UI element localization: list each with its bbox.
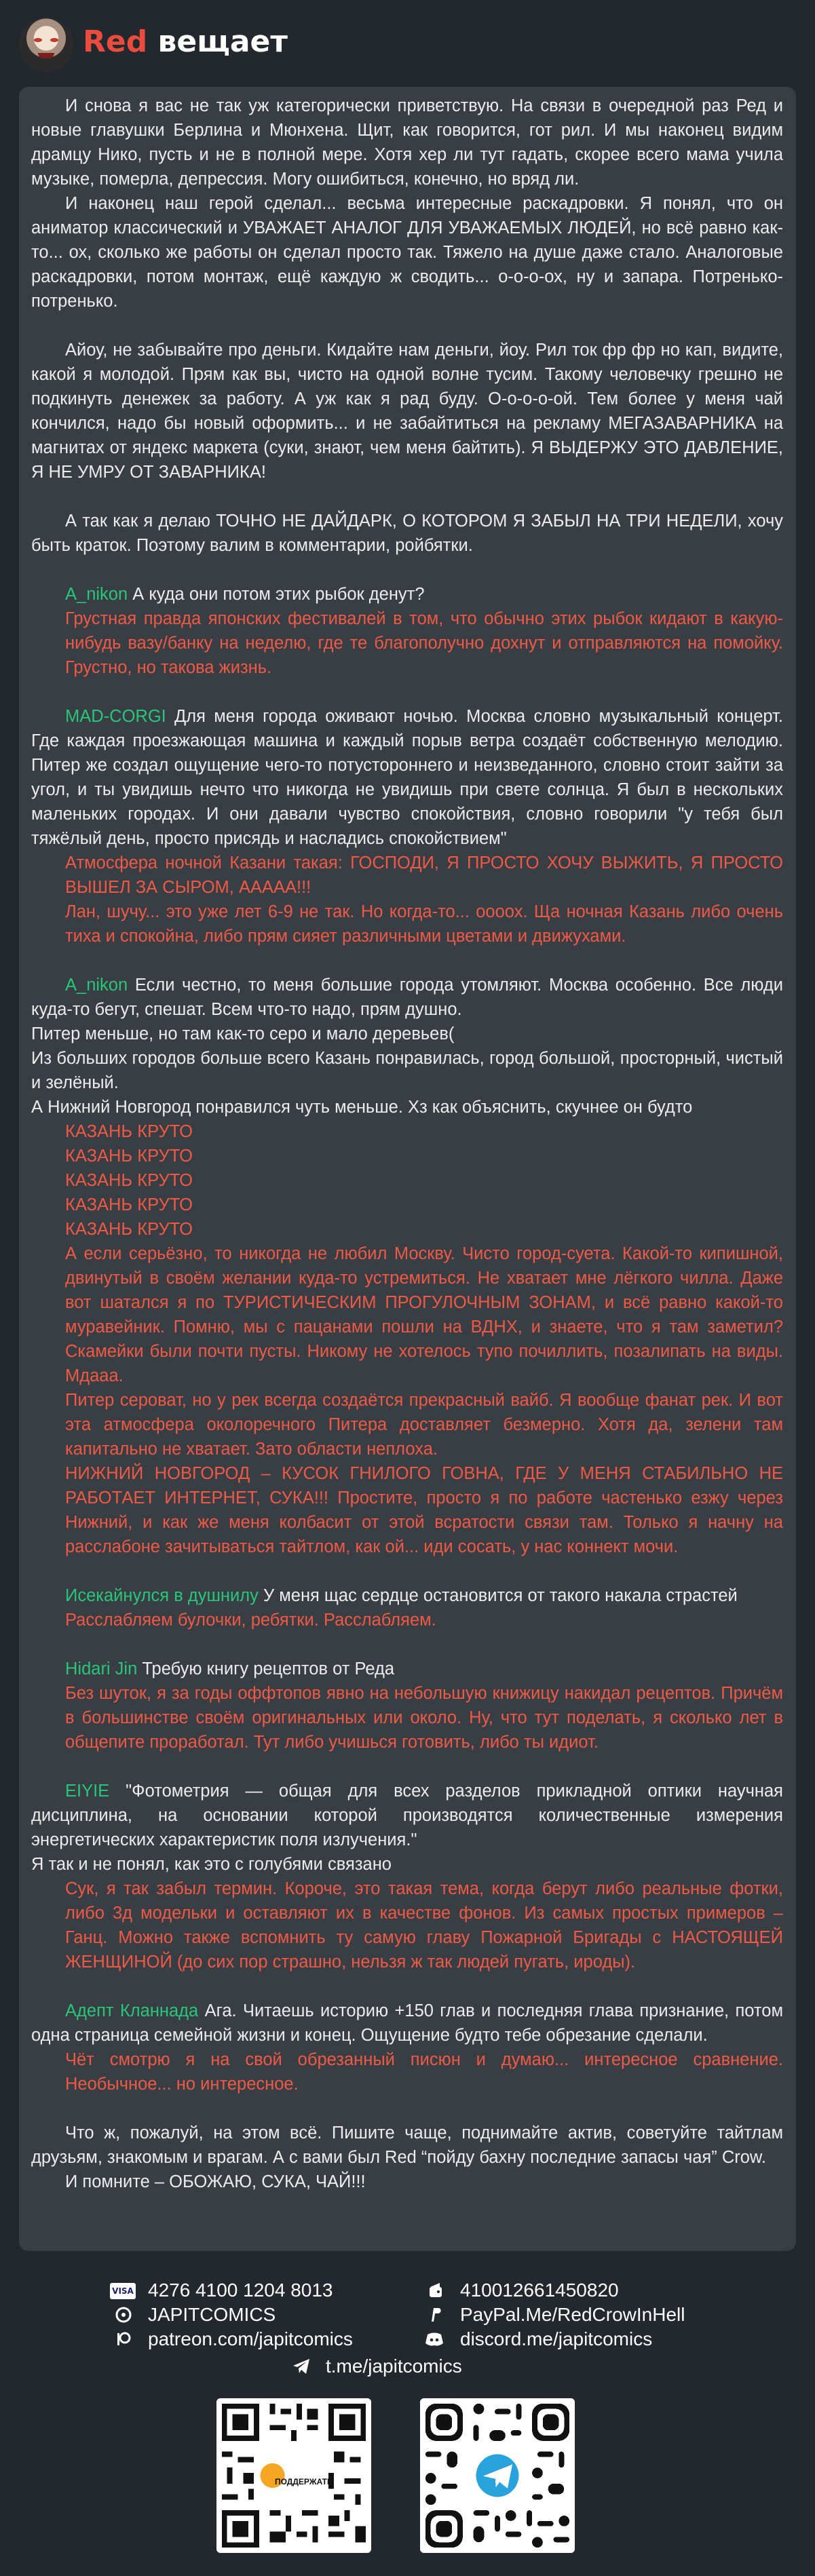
closing-text: И помните – ОБОЖАЮ, СУКА, ЧАЙ!!! bbox=[65, 2172, 366, 2191]
comment-nick[interactable]: EIYIE bbox=[65, 1782, 110, 1801]
paypal-link[interactable]: PayPal.Me/RedCrowInHell bbox=[460, 2304, 685, 2325]
avatar[interactable] bbox=[19, 18, 73, 72]
comment-nick[interactable]: A_nikon bbox=[65, 585, 128, 604]
title-accent: Red bbox=[83, 24, 148, 59]
comment-text: Ага. Читаешь историю +150 глав и последняя глава признание, потом одна страница семейной жизни и конец. Ощущение будто тебе обрезание сделали. bbox=[31, 2001, 783, 2045]
donate-qr-code[interactable] bbox=[216, 2398, 371, 2553]
japit-text[interactable]: JAPITCOMICS bbox=[148, 2304, 276, 2325]
footer bbox=[0, 2266, 815, 2576]
reply-text: КАЗАНЬ КРУТО bbox=[65, 1220, 193, 1239]
patreon-icon bbox=[114, 2330, 133, 2349]
wallet-icon bbox=[426, 2281, 445, 2300]
comment-extra: Я так и не понял, как это с голубями связано bbox=[31, 1855, 392, 1874]
reply-text: НИЖНИЙ НОВГОРОД – КУСОК ГНИЛОГО ГОВНА, ГДЕ У МЕНЯ СТАБИЛЬНО НЕ РАБОТАЕТ ИНТЕРНЕТ, СУКА!!! Простите, просто я по работе частенько езжу через Нижний, и как же меня колбасит от этой всратости связи там. Только я начну на расслабоне зачитываться тайтлом, как ой... иди сосать, у нас коннект мочи. bbox=[65, 1464, 783, 1556]
reply-text: Атмосфера ночной Казани такая: ГОСПОДИ, Я ПРОСТО ХОЧУ ВЫЖИТЬ, Я ПРОСТО ВЫШЕЛ ЗА СЫРОМ, ААААА!!! bbox=[65, 853, 783, 897]
telegram-icon bbox=[292, 2357, 311, 2376]
post-paragraph: И наконец наш герой сделал... весьма интересные раскадровки. Я понял, что он аниматор классический и УВАЖАЕТ АНАЛОГ ДЛЯ УВАЖАЕМЫХ ЛЮДЕЙ, но всё равно как-то... ох, сколько же работы он сделал просто так. Тяжело на душе даже стало. Аналоговые раскадровки, потом монтаж, ещё каждую ж сводить... о-о-о-ох, ну и запара. Потренько-потренько. bbox=[31, 194, 783, 311]
comment bbox=[31, 1779, 783, 1852]
avatar-mouth-icon bbox=[38, 53, 54, 58]
japit-logo-icon bbox=[114, 2305, 133, 2324]
reply-text: Питер сероват, но у рек всегда создаётся прекрасный вайб. Я вообще фанат рек. И вот эта атмосфера околоречного Питера доставляет безмерно. Хотя да, зелени там капитально не хватает. Зато области неплоха. bbox=[65, 1391, 783, 1459]
patreon-link[interactable]: patreon.com/japitcomics bbox=[148, 2328, 353, 2349]
comment-extra: Питер меньше, но там как-то серо и мало деревьев( bbox=[31, 1024, 455, 1043]
post-content bbox=[31, 94, 783, 2194]
comment-text: Если честно, то меня большие города утомляют. Москва особенно. Все люди куда-то бегут, спешат. Всем что-то надо, прям душно. bbox=[31, 976, 783, 1019]
comment-text: У меня щас сердце остановится от такого накала страстей bbox=[258, 1586, 738, 1605]
comment-text: Для меня города оживают ночью. Москва словно музыкальный концерт. Где каждая проезжающая машина и каждый порыв ветра создаёт собственную мелодию. Питер же создал ощущение чего-то потустороннего и неизведанного, словно стоит зайти за угол, и ты увидишь нечто что никогда не увидишь при свете солнца. Я был в нескольких маленьких городах. И они давали чувство спокойствия, словно говорили "у тебя был тяжёлый день, просто присядь и насладись спокойствием" bbox=[31, 707, 783, 848]
wallet-number[interactable]: 410012661450820 bbox=[460, 2280, 619, 2301]
comment bbox=[31, 1657, 783, 1681]
post-paragraph: И снова я вас не так уж категорически приветствую. На связи в очередной раз Ред и новые главушки Берлина и Мюнхена. Щит, как говорится, гот рил. И мы наконец видим драмцу Нико, пусть и не в полной мере. Хотя хер ли тут гадать, скорее всего мама учила музыке, померла, депрессия. Могу ошибиться, конечно, но вряд ли. bbox=[31, 96, 783, 189]
header bbox=[0, 0, 815, 87]
reply-text: Расслабляем булочки, ребятки. Расслабляем. bbox=[65, 1611, 436, 1630]
avatar-eye-icon bbox=[34, 38, 42, 42]
comment bbox=[31, 1583, 783, 1608]
reply-text: Грустная правда японских фестивалей в том, что обычно этих рыбок кидают в какую-нибудь вазу/банку на неделю, где те благополучно дохнут и отправляются на помойку. Грустно, но такова жизнь. bbox=[65, 609, 783, 677]
paypal-icon bbox=[426, 2305, 445, 2324]
comment-extra: Из больших городов больше всего Казань понравилась, город большой, просторный, чистый и зелёный. bbox=[31, 1049, 783, 1092]
comment bbox=[31, 1999, 783, 2048]
comment-text: Требую книгу рецептов от Реда bbox=[137, 1659, 395, 1678]
reply-text: Без шуток, я за годы оффтопов явно на небольшую книжицу накидал рецептов. Причём в большинстве своём оригинальных или около. Ну, что тут поделать, я сколько лет в общепите проработал. Тут либо учишься готовить, либо ты идиот. bbox=[65, 1684, 783, 1752]
comment bbox=[31, 582, 783, 607]
comment-text: "Фотометрия — общая для всех разделов прикладной оптики научная дисциплина, на основании которой производятся количественные измерения энергетических характеристик поля излучения." bbox=[31, 1782, 783, 1849]
comment-extra: А Нижний Новгород понравился чуть меньше. Хз как объяснить, скучнее он будто bbox=[31, 1098, 693, 1117]
card-number[interactable]: 4276 4100 1204 8013 bbox=[148, 2280, 333, 2301]
reply-text: КАЗАНЬ КРУТО bbox=[65, 1195, 193, 1214]
reply-text: КАЗАНЬ КРУТО bbox=[65, 1122, 193, 1141]
comment-nick[interactable]: A_nikon bbox=[65, 976, 128, 995]
comment-nick[interactable]: Исекайнулся в душнилу bbox=[65, 1586, 259, 1605]
reply-text: Лан, шучу... это уже лет 6-9 не так. Но когда-то... оооох. Ща ночная Казань либо очень тиха и спокойна, либо прям сияет различными цветами и движухами. bbox=[65, 902, 783, 946]
telegram-link[interactable]: t.me/japitcomics bbox=[326, 2356, 462, 2377]
avatar-eye-icon bbox=[50, 38, 58, 42]
comment bbox=[31, 973, 783, 1022]
reply-text: Сук, я так забыл термин. Короче, это такая тема, когда берут либо реальные фотки, либо 3д модельки и оставляют их в качестве фонов. Из самых простых примеров – Ганц. Можно также вспомнить ту самую главу Пожарной Бригады с НАСТОЯЩЕЙ ЖЕНЩИНОЙ (до сих пор страшно, нельзя ж так людей пугать, ироды). bbox=[65, 1879, 783, 1972]
discord-icon bbox=[425, 2330, 444, 2349]
closing-text: Что ж, пожалуй, на этом всё. Пишите чаще, поднимайте актив, советуйте тайтлам друзьям, знакомым и врагам. А с вами был Red “пойду бахну последние запасы чая” Crow. bbox=[31, 2123, 783, 2167]
reply-text: КАЗАНЬ КРУТО bbox=[65, 1147, 193, 1166]
post-paragraph: Айоу, не забывайте про деньги. Кидайте нам деньги, йоу. Рил ток фр фр но кап, видите, какой я молодой. Прям как вы, чисто на одной волне тусим. Такому человечку грешно не подкинуть денежек за работу. А уж как я рад буду. О-о-о-о-ой. Тем более у меня чай кончился, надо бы новый оформить... и не забайтиться на рекламу МЕГАЗАВАРНИКА на магнитах от яндекс маркета (суки, знают, чем меня байтить). Я ВЫДЕРЖУ ЭТО ДАВЛЕНИЕ, Я НЕ УМРУ ОТ ЗАВАРНИКА! bbox=[31, 341, 783, 482]
reply-text: А если серьёзно, то никогда не любил Москву. Чисто город-суета. Какой-то кипишной, двинутый в своём желании куда-то устремиться. Не хватает мне лёгкого чилла. Даже вот шатался я по ТУРИСТИЧЕСКИМ ПРОГУЛОЧНЫМ ЗОНАМ, и всё равно какой-то муравейник. Помню, мы с пацанами пошли на ВДНХ, и знаете, что я там заметил? Скамейки были почти пусты. Никому не хотелось тупо почиллить, позалипать на виды. Мдааа. bbox=[65, 1244, 783, 1385]
comment bbox=[31, 704, 783, 851]
qr-badge: ПОДДЕРЖАТЬ bbox=[275, 2477, 333, 2486]
reply-text: КАЗАНЬ КРУТО bbox=[65, 1171, 193, 1190]
reply-text: Чёт смотрю я на свой обрезанный писюн и думаю... интересное сравнение. Необычное... но интересное. bbox=[65, 2050, 783, 2094]
comment-nick[interactable]: Адепт Кланнада bbox=[65, 2001, 199, 2020]
post-card bbox=[19, 87, 796, 2251]
comment-nick[interactable]: Hidari Jin bbox=[65, 1659, 138, 1678]
page-title bbox=[83, 24, 288, 59]
comment-nick[interactable]: MAD-CORGI bbox=[65, 707, 166, 726]
title-rest: вещает bbox=[147, 24, 288, 59]
comment-text: А куда они потом этих рыбок денут? bbox=[128, 585, 425, 604]
telegram-qr-code[interactable] bbox=[420, 2398, 575, 2553]
visa-card-icon: VISA bbox=[110, 2283, 136, 2299]
post-paragraph: А так как я делаю ТОЧНО НЕ ДАЙДАРК, О КОТОРОМ Я ЗАБЫЛ НА ТРИ НЕДЕЛИ, хочу быть краток. Поэтому валим в комментарии, ройбятки. bbox=[31, 512, 783, 555]
discord-link[interactable]: discord.me/japitcomics bbox=[460, 2328, 653, 2349]
